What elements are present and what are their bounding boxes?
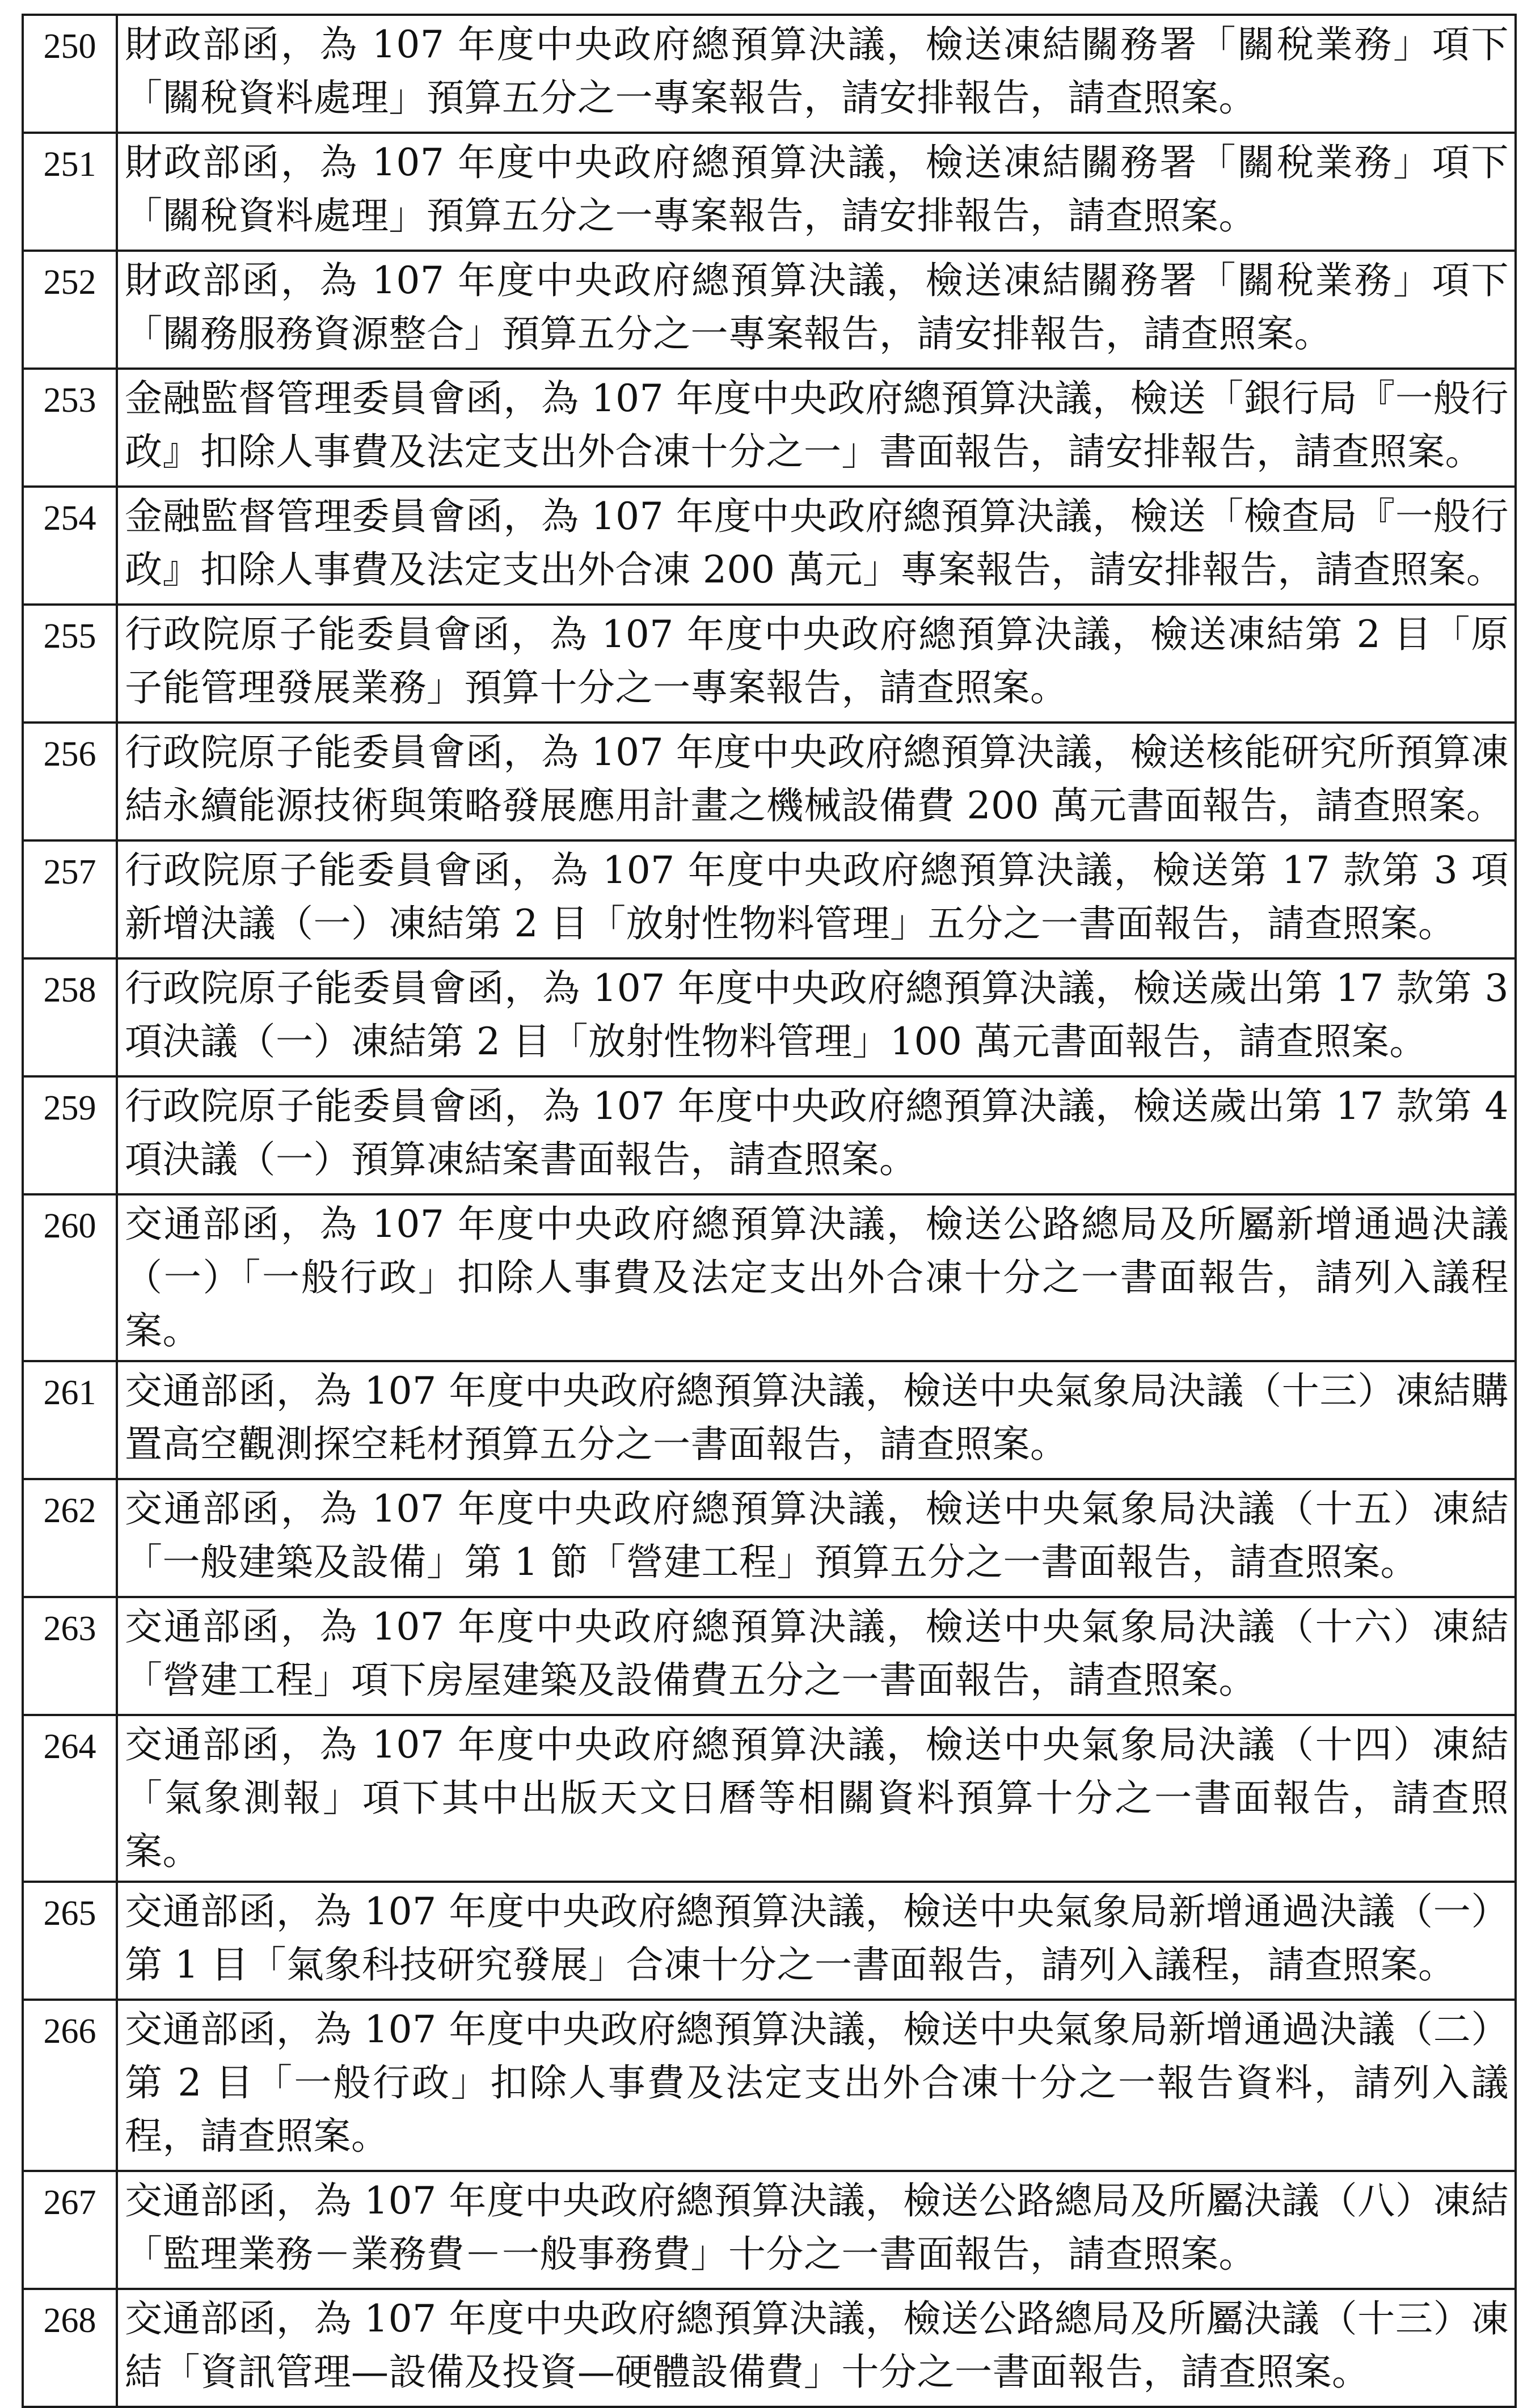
table-row (23, 2289, 1516, 2407)
item-number: 262 (23, 1479, 117, 1597)
item-description: 金融監督管理委員會函，為 107 年度中央政府總預算決議，檢送「檢查局『一般行政』扣除人事費及法定支出外合凍 200 萬元」專案報告，請安排報告，請查照案。 (117, 487, 1516, 605)
item-description: 交通部函，為 107 年度中央政府總預算決議，檢送中央氣象局決議（十四）凍結「氣象測報」項下其中出版天文日曆等相關資料預算十分之一書面報告，請查照案。 (117, 1715, 1516, 1882)
table-row (23, 369, 1516, 487)
item-description: 行政院原子能委員會函，為 107 年度中央政府總預算決議，檢送核能研究所預算凍結永續能源技術與策略發展應用計畫之機械設備費 200 萬元書面報告，請查照案。 (117, 723, 1516, 840)
item-description: 金融監督管理委員會函，為 107 年度中央政府總預算決議，檢送「銀行局『一般行政』扣除人事費及法定支出外合凍十分之一」書面報告，請安排報告，請查照案。 (117, 369, 1516, 487)
table-row (23, 15, 1516, 133)
table-row (23, 1194, 1516, 1361)
item-number: 268 (23, 2289, 117, 2407)
item-description: 交通部函，為 107 年度中央政府總預算決議，檢送中央氣象局新增通過決議（一）第 1 目「氣象科技研究發展」合凍十分之一書面報告，請列入議程，請查照案。 (117, 1882, 1516, 2000)
item-description: 交通部函，為 107 年度中央政府總預算決議，檢送中央氣象局決議（十六）凍結「營建工程」項下房屋建築及設備費五分之一書面報告，請查照案。 (117, 1597, 1516, 1715)
table-row (23, 487, 1516, 605)
item-description: 交通部函，為 107 年度中央政府總預算決議，檢送中央氣象局新增通過決議（二）第 2 目「一般行政」扣除人事費及法定支出外合凍十分之一報告資料，請列入議程，請查照案。 (117, 2000, 1516, 2171)
item-number: 253 (23, 369, 117, 487)
item-number: 255 (23, 605, 117, 723)
item-description: 行政院原子能委員會函，為 107 年度中央政府總預算決議，檢送歲出第 17 款第 4 項決議（一）預算凍結案書面報告，請查照案。 (117, 1076, 1516, 1194)
table-row (23, 1882, 1516, 2000)
item-number: 251 (23, 133, 117, 251)
item-number: 264 (23, 1715, 117, 1882)
item-description: 交通部函，為 107 年度中央政府總預算決議，檢送中央氣象局決議（十三）凍結購置高空觀測探空耗材預算五分之一書面報告，請查照案。 (117, 1361, 1516, 1479)
item-description: 交通部函，為 107 年度中央政府總預算決議，檢送公路總局及所屬新增通過決議（一）「一般行政」扣除人事費及法定支出外合凍十分之一書面報告，請列入議程案。 (117, 1194, 1516, 1361)
table-row (23, 133, 1516, 251)
table-row (23, 723, 1516, 840)
table-row (23, 2171, 1516, 2289)
item-number: 265 (23, 1882, 117, 2000)
table-row (23, 251, 1516, 369)
table-row (23, 1715, 1516, 1882)
table-row (23, 840, 1516, 958)
item-description: 交通部函，為 107 年度中央政府總預算決議，檢送公路總局及所屬決議（八）凍結「監理業務－業務費－一般事務費」十分之一書面報告，請查照案。 (117, 2171, 1516, 2289)
table-row (23, 1076, 1516, 1194)
item-number: 250 (23, 15, 117, 133)
table-row (23, 1479, 1516, 1597)
item-description: 交通部函，為 107 年度中央政府總預算決議，檢送中央氣象局決議（十五）凍結「一般建築及設備」第 1 節「營建工程」預算五分之一書面報告，請查照案。 (117, 1479, 1516, 1597)
table-row (23, 2000, 1516, 2171)
item-description: 行政院原子能委員會函，為 107 年度中央政府總預算決議，檢送第 17 款第 3 項新增決議（一）凍結第 2 目「放射性物料管理」五分之一書面報告，請查照案。 (117, 840, 1516, 958)
agenda-page (22, 14, 1517, 2408)
item-number: 260 (23, 1194, 117, 1361)
item-description: 行政院原子能委員會函，為 107 年度中央政府總預算決議，檢送歲出第 17 款第 3 項決議（一）凍結第 2 目「放射性物料管理」100 萬元書面報告，請查照案。 (117, 958, 1516, 1076)
item-number: 266 (23, 2000, 117, 2171)
item-description: 財政部函，為 107 年度中央政府總預算決議，檢送凍結關務署「關稅業務」項下「關務服務資源整合」預算五分之一專案報告，請安排報告，請查照案。 (117, 251, 1516, 369)
item-description: 交通部函，為 107 年度中央政府總預算決議，檢送公路總局及所屬決議（十三）凍結「資訊管理—設備及投資—硬體設備費」十分之一書面報告，請查照案。 (117, 2289, 1516, 2407)
table-row (23, 1361, 1516, 1479)
item-number: 256 (23, 723, 117, 840)
table-row (23, 1597, 1516, 1715)
table-row (23, 605, 1516, 723)
item-description: 財政部函，為 107 年度中央政府總預算決議，檢送凍結關務署「關稅業務」項下「關稅資料處理」預算五分之一專案報告，請安排報告，請查照案。 (117, 133, 1516, 251)
item-number: 263 (23, 1597, 117, 1715)
item-number: 252 (23, 251, 117, 369)
item-number: 258 (23, 958, 117, 1076)
item-number: 254 (23, 487, 117, 605)
item-number: 259 (23, 1076, 117, 1194)
item-number: 257 (23, 840, 117, 958)
table-row (23, 958, 1516, 1076)
item-number: 267 (23, 2171, 117, 2289)
agenda-table (22, 14, 1517, 2408)
item-description: 行政院原子能委員會函，為 107 年度中央政府總預算決議，檢送凍結第 2 目「原子能管理發展業務」預算十分之一專案報告，請查照案。 (117, 605, 1516, 723)
item-description: 財政部函，為 107 年度中央政府總預算決議，檢送凍結關務署「關稅業務」項下「關稅資料處理」預算五分之一專案報告，請安排報告，請查照案。 (117, 15, 1516, 133)
item-number: 261 (23, 1361, 117, 1479)
